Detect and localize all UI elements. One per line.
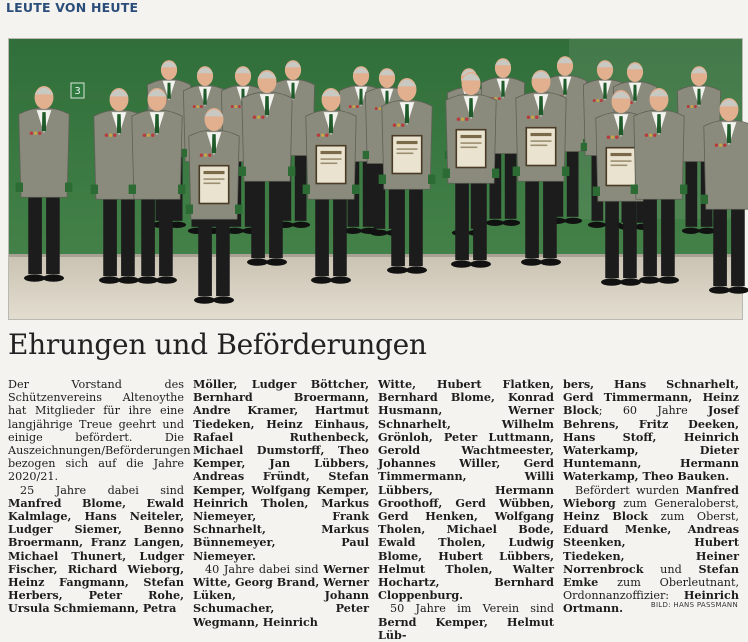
- medal: [527, 116, 530, 119]
- medal: [531, 116, 534, 119]
- green-tie: [697, 89, 701, 105]
- green-tie: [539, 96, 543, 115]
- medal: [375, 107, 378, 110]
- shoe: [406, 266, 427, 273]
- green-tie: [42, 112, 46, 131]
- green-cuff: [129, 185, 136, 194]
- trouser-leg: [28, 185, 42, 274]
- medal: [596, 99, 599, 102]
- green-cuff: [562, 167, 569, 176]
- green-tie: [117, 114, 121, 133]
- medal: [196, 105, 199, 108]
- trouser-leg: [391, 177, 405, 266]
- green-tie: [633, 85, 637, 101]
- medal: [397, 124, 400, 127]
- group-photo: [8, 38, 743, 320]
- medal: [238, 105, 241, 108]
- medal: [352, 105, 355, 108]
- green-tie: [265, 96, 269, 115]
- medal: [356, 105, 359, 108]
- medal: [38, 132, 41, 135]
- article-column-4: [563, 378, 739, 614]
- trouser-leg: [251, 169, 265, 258]
- medal: [457, 118, 460, 121]
- shoe: [728, 286, 748, 293]
- certificate-text-line: [204, 183, 221, 185]
- green-cuff: [178, 185, 185, 194]
- green-tie: [727, 124, 731, 143]
- green-cuff: [631, 185, 638, 194]
- text-run: zum Generaloberst,: [615, 496, 739, 510]
- trouser-leg: [141, 187, 155, 276]
- medal: [200, 154, 203, 157]
- trouser-leg: [605, 189, 619, 278]
- certificate-text-line: [397, 148, 418, 150]
- certificate-text-line: [531, 140, 552, 142]
- medal: [645, 134, 648, 137]
- medal: [715, 144, 718, 147]
- article-column-3: [378, 377, 554, 642]
- certificate-text-line: [611, 160, 632, 162]
- bold-names-run: Eduard Menke, Andreas Steenken, Hubert Tiedeken, Heiner Norrenbrock: [563, 522, 739, 576]
- green-tie: [405, 104, 409, 123]
- medal: [321, 134, 324, 137]
- shoe: [620, 278, 641, 285]
- green-cuff: [288, 167, 295, 176]
- medal: [325, 134, 328, 137]
- medal: [34, 132, 37, 135]
- shoe: [370, 230, 388, 236]
- text-run: zum Oberleutnant, Ordonnanzoffizier:: [563, 576, 739, 603]
- bold-names-run: Manfred Wieborg: [563, 482, 739, 510]
- trouser-leg: [543, 169, 557, 258]
- certificate-text-line: [611, 153, 632, 156]
- medal: [261, 116, 264, 119]
- certificate-text-line: [321, 163, 338, 165]
- bold-names-run: Möller, Ludger Böttcher, Bernhard Broermann, Andre Kramer, Hartmut Tiedeken, Heinz Einhaus, Rafael Ruthenbeck, Michael Dumstorff, Theo Kemper, Jan Lübbers, Andreas Fründt, Stefan Kemper, Wolfgang Kemper, Heinrich Tholen, Markus Niemeyer, Frank Schnarhelt, Markus Bünnemeyer, Paul Niemeyer.: [193, 377, 369, 563]
- trouser-leg: [121, 187, 135, 276]
- green-cuff: [428, 175, 435, 184]
- article-paragraph: [378, 602, 554, 642]
- bold-names-run: bers, Hans Schnarhelt, Gerd Timmermann, Heinz Block: [563, 377, 739, 418]
- shoe: [588, 222, 606, 228]
- green-cuff: [65, 183, 72, 192]
- shoe: [521, 258, 542, 265]
- shoe: [99, 276, 120, 283]
- medal: [690, 105, 693, 108]
- shoe: [451, 260, 472, 267]
- bold-names-run: Heinrich Ortmann.: [563, 588, 739, 616]
- green-cuff: [581, 143, 587, 151]
- green-tie: [603, 83, 607, 99]
- trouser-leg: [409, 177, 423, 266]
- photo-credit: BILD: HANS PASSMANN: [650, 601, 738, 609]
- shoe: [540, 258, 561, 265]
- medal: [113, 134, 116, 137]
- green-cuff: [593, 187, 600, 196]
- shoe: [43, 274, 64, 281]
- shoe: [247, 258, 268, 265]
- shoe: [24, 274, 45, 281]
- medal: [393, 124, 396, 127]
- green-tie: [212, 134, 216, 153]
- bold-names-run: Werner Witte, Georg Brand, Werner Lüken, Johann Schumacher, Peter Wegmann, Heinrich: [193, 561, 369, 629]
- certificate-text-line: [397, 153, 414, 155]
- medal: [653, 134, 656, 137]
- green-cuff: [186, 205, 193, 214]
- shoe: [486, 220, 504, 226]
- medal: [200, 105, 203, 108]
- shoe: [564, 218, 582, 224]
- text-run: 25 Jahre dabei sind: [20, 483, 184, 497]
- green-cuff: [239, 167, 246, 176]
- green-cuff: [91, 185, 98, 194]
- medal: [723, 144, 726, 147]
- medal: [204, 154, 207, 157]
- medal: [151, 134, 154, 137]
- green-cuff: [235, 205, 242, 214]
- shoe: [658, 276, 679, 283]
- article-column-1: [8, 378, 191, 616]
- trouser-leg: [198, 207, 212, 296]
- certificate-text-line: [461, 147, 478, 149]
- medal: [231, 105, 234, 108]
- headline: Ehrungen und Beförderungen: [8, 328, 427, 361]
- medal: [461, 118, 464, 121]
- trouser-leg: [525, 169, 539, 258]
- shoe: [470, 260, 491, 267]
- text-run: zum Oberst,: [648, 510, 739, 524]
- certificate-text-line: [611, 165, 628, 167]
- shoe: [266, 258, 287, 265]
- medal: [694, 105, 697, 108]
- text-run: und: [643, 562, 699, 576]
- show-through-text: [150, 0, 740, 28]
- green-tie: [563, 79, 567, 95]
- trouser-leg: [455, 171, 469, 260]
- text-run: 40 Jahre dabei sind: [205, 562, 324, 576]
- trouser-leg: [103, 187, 117, 276]
- shoe: [682, 228, 700, 234]
- trouser-leg: [46, 185, 60, 274]
- shoe: [213, 296, 234, 303]
- green-tie: [469, 98, 473, 117]
- green-cuff: [443, 169, 450, 178]
- medal: [498, 97, 501, 100]
- article-column-2: [193, 377, 369, 629]
- medal: [465, 118, 468, 121]
- certificate-text-line: [461, 135, 482, 138]
- green-tie: [501, 81, 505, 97]
- medal: [109, 134, 112, 137]
- text-run: Befördert wurden: [575, 483, 686, 497]
- trouser-leg: [643, 187, 657, 276]
- medal: [30, 132, 33, 135]
- trouser-leg: [661, 187, 675, 276]
- medal: [535, 116, 538, 119]
- green-tie: [657, 114, 661, 133]
- article-paragraph: [8, 484, 184, 616]
- green-tie: [155, 114, 159, 133]
- green-cuff: [379, 175, 386, 184]
- certificate-text-line: [397, 141, 418, 144]
- text-run: 50 Jahre im Verein sind: [390, 602, 554, 616]
- medal: [143, 134, 146, 137]
- medal: [234, 105, 237, 108]
- article-paragraph: [563, 484, 739, 616]
- trouser-leg: [473, 171, 487, 260]
- trouser-leg: [731, 197, 745, 286]
- medal: [193, 105, 196, 108]
- text-run: Der Vorstand des Schützenvereins Altenoythe hat Mitglieder für ihre eine langjährige Treue geehrt und einige befördert. Die Auszeichnungen/Beförderungen bezogen sich auf die Jahre 2020/21.: [8, 378, 191, 484]
- medal: [253, 116, 256, 119]
- shoe: [194, 296, 215, 303]
- shoe: [118, 276, 139, 283]
- medal: [147, 134, 150, 137]
- medal: [317, 134, 320, 137]
- medal: [615, 136, 618, 139]
- certificate-text-line: [531, 133, 552, 136]
- medal: [600, 99, 603, 102]
- article-paragraph: [563, 378, 739, 484]
- trouser-leg: [269, 169, 283, 258]
- shoe: [709, 286, 730, 293]
- trouser-leg: [315, 187, 329, 276]
- article-paragraph: [193, 378, 369, 563]
- section-header: LEUTE VON HEUTE: [6, 0, 139, 15]
- group-photo-illustration: [9, 39, 742, 319]
- trouser-leg: [623, 189, 637, 278]
- green-tie: [203, 89, 207, 105]
- green-cuff: [352, 185, 359, 194]
- trouser-leg: [159, 187, 173, 276]
- green-cuff: [303, 185, 310, 194]
- shoe: [156, 276, 177, 283]
- medal: [687, 105, 690, 108]
- shoe: [330, 276, 351, 283]
- medal: [719, 144, 722, 147]
- green-tie: [167, 83, 171, 99]
- shoe: [639, 276, 660, 283]
- certificate-text-line: [531, 145, 548, 147]
- green-cuff: [513, 167, 520, 176]
- bold-names-run: Heinz Block: [563, 509, 649, 524]
- medal: [105, 134, 108, 137]
- shoe: [387, 266, 408, 273]
- green-cuff: [680, 185, 687, 194]
- medal: [208, 154, 211, 157]
- green-tie: [359, 89, 363, 105]
- text-run: ; 60 Jahre: [598, 404, 709, 418]
- shoe: [292, 222, 310, 228]
- article-paragraph: [8, 378, 191, 484]
- bold-names-run: Bernd Kemper, Helmut Lüb-: [378, 614, 554, 642]
- trouser-leg: [333, 187, 347, 276]
- shoe: [137, 276, 158, 283]
- green-cuff: [701, 195, 708, 204]
- green-cuff: [492, 169, 499, 178]
- green-tie: [329, 114, 333, 133]
- article-paragraph: [378, 378, 554, 602]
- medal: [401, 124, 404, 127]
- medal: [349, 105, 352, 108]
- green-cuff: [16, 183, 23, 192]
- trouser-leg: [216, 207, 230, 296]
- medal: [257, 116, 260, 119]
- article-paragraph: [193, 563, 369, 629]
- shoe: [311, 276, 332, 283]
- certificate-text-line: [321, 158, 342, 160]
- shoe: [601, 278, 622, 285]
- bold-names-run: Josef Behrens, Fritz Deeken, Hans Stoff, Heinrich Waterkamp, Dieter Huntemann, Hermann Waterkamp, Theo Bauken.: [563, 403, 739, 484]
- certificate-text-line: [461, 142, 482, 144]
- certificate-text-line: [204, 178, 225, 180]
- green-tie: [619, 116, 623, 135]
- medal: [593, 99, 596, 102]
- green-tie: [291, 83, 295, 99]
- backdrop-badge-number: 3: [74, 86, 81, 97]
- shoe: [502, 220, 520, 226]
- bold-names-run: Manfred Blome, Ewald Kalmlage, Hans Neiteler, Ludger Siemer, Benno Broermann, Franz Langen, Michael Thunert, Ludger Fischer, Richard Wieborg, Heinz Fangmann, Stefan Herbers, Peter Rohe, Ursula Schmiemann, Petra: [8, 495, 184, 616]
- medal: [649, 134, 652, 137]
- medal: [607, 136, 610, 139]
- medal: [611, 136, 614, 139]
- certificate-text-line: [321, 151, 342, 154]
- certificate-text-line: [204, 171, 225, 174]
- medal: [378, 107, 381, 110]
- bold-names-run: Witte, Hubert Flatken, Bernhard Blome, Konrad Husmann, Werner Schnarhelt, Wilhelm Grönloh, Peter Luttmann, Gerold Wachtmeester, Johannes Willer, Gerd Timmermann, Willi Lübbers, Hermann Groothoff, Gerd Wübben, Gerd Henken, Wolfgang Tholen, Michael Bode, Ewald Tholen, Ludwig Blome, Hubert Lübbers, Helmut Tholen, Walter Hochartz, Bernhard Cloppenburg.: [378, 377, 554, 603]
- green-cuff: [363, 151, 369, 159]
- trouser-leg: [713, 197, 727, 286]
- article-body: [8, 377, 742, 642]
- bold-names-run: Stefan Emke: [563, 561, 739, 590]
